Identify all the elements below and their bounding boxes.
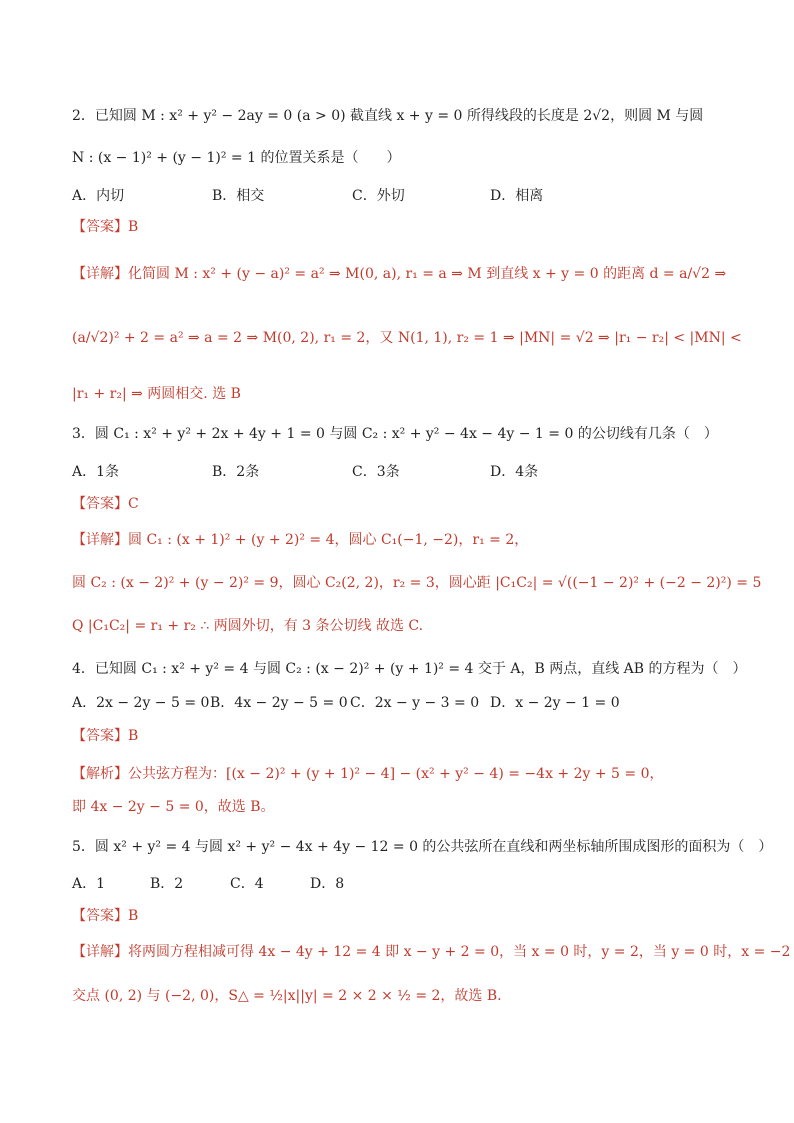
q5-answer bbox=[72, 906, 138, 926]
q2-option-a: A．内切 bbox=[72, 188, 125, 204]
q4-detail-text1: 公共弦方程为：[(x − 2)² + (y + 1)² − 4] − (x² + y² − 4) = −4x + 2y + 5 = 0， bbox=[128, 766, 664, 782]
q2-option-c: C．外切 bbox=[352, 188, 405, 204]
q3-detail-line3: Q |C₁C₂| = r₁ + r₂ ∴ 两圆外切，有 3 条公切线 故选 C. bbox=[72, 618, 424, 634]
q5-option-d: D．8 bbox=[310, 876, 345, 892]
q5-detail-text1: 将两圆方程相减可得 4x − 4y + 12 = 4 即 x − y + 2 = 0，当 x = 0 时，y = 2，当 y = 0 时，x = −2 bbox=[128, 944, 791, 960]
q2-option-d: D．相离 bbox=[490, 188, 544, 204]
q2-detail-text1: 化简圆 M : x² + (y − a)² = a² ⇒ M(0, a), r₁ = a ⇒ M 到直线 x + y = 0 的距离 d = a/√2 ⇒ bbox=[128, 266, 727, 282]
q4-stem-line1: 4．已知圆 C₁ : x² + y² = 4 与圆 C₂ : (x − 2)² + (y + 1)² = 4 交于 A，B 两点，直线 AB 的方程为（ ） bbox=[72, 661, 747, 677]
q4-answer-value: B bbox=[128, 728, 139, 744]
q4-options bbox=[72, 693, 620, 713]
q3-option-d: D．4条 bbox=[490, 464, 539, 480]
q4-option-a: A．2x − 2y − 5 = 0 bbox=[72, 695, 210, 711]
q4-answer bbox=[72, 726, 138, 746]
q2-stem-line1: 2．已知圆 M : x² + y² − 2ay = 0 (a > 0) 截直线 x + y = 0 所得线段的长度是 2√2，则圆 M 与圆 bbox=[72, 108, 704, 124]
q2-option-b: B．相交 bbox=[212, 188, 265, 204]
q5-answer-tag: 【答案】 bbox=[72, 908, 128, 924]
q5-detail-tag: 【详解】 bbox=[72, 944, 128, 960]
q3-option-c: C．3条 bbox=[352, 464, 400, 480]
q3-option-b: B．2条 bbox=[212, 464, 260, 480]
q4-option-c: C．2x − y − 3 = 0 bbox=[350, 695, 480, 711]
q3-stem-line1: 3．圆 C₁ : x² + y² + 2x + 4y + 1 = 0 与圆 C₂ : x² + y² − 4x − 4y − 1 = 0 的公切线有几条（ ） bbox=[72, 426, 718, 442]
q5-detail-line2: 交点 (0, 2) 与 (−2, 0)，S△ = ½|x||y| = 2 × 2 × ½ = 2，故选 B. bbox=[72, 988, 502, 1004]
q5-option-c: C．4 bbox=[230, 876, 264, 892]
q2-answer bbox=[72, 217, 138, 237]
q3-answer bbox=[72, 494, 139, 514]
q4-option-b: B．4x − 2y − 5 = 0 bbox=[210, 695, 348, 711]
q4-option-d: D．x − 2y − 1 = 0 bbox=[490, 695, 620, 711]
q2-detail-line3: |r₁ + r₂| ⇒ 两圆相交. 选 B bbox=[72, 386, 241, 402]
q2-detail-line2: (a/√2)² + 2 = a² ⇒ a = 2 ⇒ M(0, 2), r₁ = 2，又 N(1, 1), r₂ = 1 ⇒ |MN| = √2 ⇒ |r₁ − r₂| < |MN| < bbox=[72, 330, 742, 346]
q4-detail-line1 bbox=[72, 764, 664, 784]
q3-detail-line1 bbox=[72, 530, 528, 550]
q3-detail-tag: 【详解】 bbox=[72, 532, 128, 548]
q2-answer-tag: 【答案】 bbox=[72, 219, 128, 235]
q3-option-a: A．1条 bbox=[72, 464, 120, 480]
q5-answer-value: B bbox=[128, 908, 139, 924]
q2-detail-line1 bbox=[72, 264, 726, 284]
q4-detail-tag: 【解析】 bbox=[72, 766, 128, 782]
q5-stem-line1: 5．圆 x² + y² = 4 与圆 x² + y² − 4x + 4y − 12 = 0 的公共弦所在直线和两坐标轴所围成图形的面积为（ ） bbox=[72, 839, 773, 855]
q5-option-a: A．1 bbox=[72, 876, 106, 892]
q3-answer-value: C bbox=[128, 496, 139, 512]
q4-detail-line2: 即 4x − 2y − 5 = 0，故选 B。 bbox=[72, 799, 275, 815]
q2-stem-line2: N : (x − 1)² + (y − 1)² = 1 的位置关系是（ ） bbox=[72, 150, 401, 166]
q3-answer-tag: 【答案】 bbox=[72, 496, 128, 512]
q5-option-b: B．2 bbox=[150, 876, 184, 892]
q2-answer-value: B bbox=[128, 219, 139, 235]
q4-answer-tag: 【答案】 bbox=[72, 728, 128, 744]
q2-options bbox=[72, 186, 543, 206]
q5-detail-line1 bbox=[72, 942, 790, 962]
q3-detail-text1: 圆 C₁ : (x + 1)² + (y + 2)² = 4，圆心 C₁(−1, −2)，r₁ = 2， bbox=[128, 532, 529, 548]
q3-options bbox=[72, 462, 538, 482]
q2-detail-tag: 【详解】 bbox=[72, 266, 128, 282]
q5-options bbox=[72, 874, 344, 894]
q3-detail-line2: 圆 C₂ : (x − 2)² + (y − 2)² = 9，圆心 C₂(2, 2)，r₂ = 3，圆心距 |C₁C₂| = √((−1 − 2)² + (−2 − 2)²) = 5 bbox=[72, 575, 762, 591]
